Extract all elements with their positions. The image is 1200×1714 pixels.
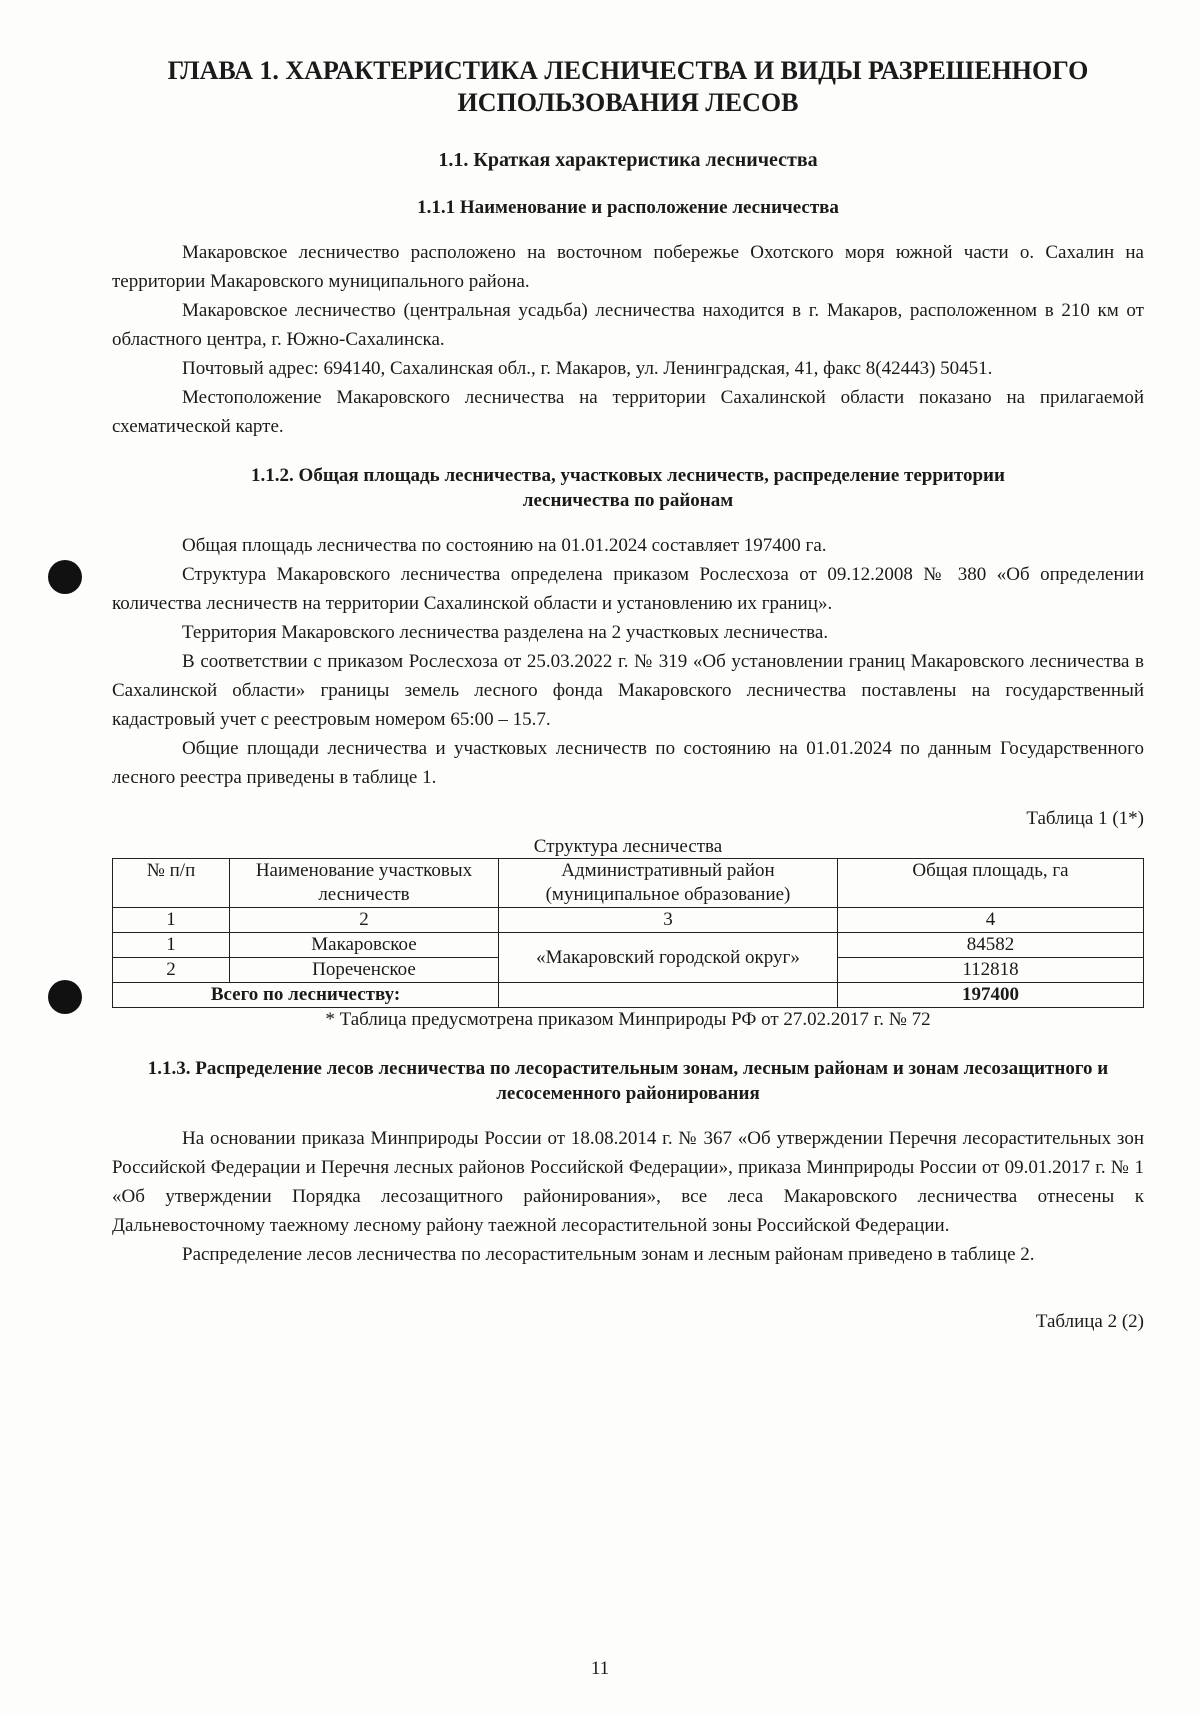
table-row [113, 933, 1144, 958]
header-name: Наименование участковых лесничеств [230, 859, 499, 908]
table-1-title: Структура лесничества [533, 836, 723, 857]
row-district: «Макаровский городской округ» [499, 933, 838, 983]
row-name: Макаровское [230, 933, 499, 958]
total-label: Всего по лесничеству: [113, 983, 499, 1008]
page-number: 11 [590, 1658, 610, 1679]
colnum-cell: 2 [230, 908, 499, 933]
paragraph: Общая площадь лесничества по состоянию на 01.01.2024 составляет 197400 га. [182, 535, 827, 556]
section-title-1-1: 1.1. Краткая характеристика лесничества [438, 149, 818, 171]
paragraph: Почтовый адрес: 694140, Сахалинская обл., г. Макаров, ул. Ленинградская, 41, факс 8(42443) 50451. [182, 358, 993, 379]
paragraph: Местоположение Макаровского лесничества на территории Сахалинской области показано на прилагаемой схематической карте. [112, 387, 1144, 437]
colnum-cell: 4 [838, 908, 1144, 933]
section-title-1-1-3: 1.1.3. Распределение лесов лесничества по лесорастительным зонам, лесным районам и зонам лесозащитного и лесосеменного районирования [147, 1058, 1109, 1104]
punch-hole-bottom [48, 980, 82, 1014]
row-num: 1 [113, 933, 230, 958]
section-title-1-1-1: 1.1.1 Наименование и расположение лесничества [417, 197, 839, 218]
table-2-caption: Таблица 2 (2) [1035, 1311, 1144, 1332]
paragraph: Общие площади лесничества и участковых лесничеств по состоянию на 01.01.2024 по данным Государственного лесного реестра приведены в таблице 1. [112, 738, 1144, 788]
paragraph: Макаровское лесничество расположено на восточном побережье Охотского моря южной части о. Сахалин на территории Макаровского муниципального района. [112, 242, 1144, 292]
header-district: Административный район (муниципальное образование) [499, 859, 838, 908]
table-note: * Таблица предусмотрена приказом Минприроды РФ от 27.02.2017 г. № 72 [325, 1009, 931, 1030]
table-colnum-row [113, 908, 1144, 933]
paragraph: Макаровское лесничество (центральная усадьба) лесничества находится в г. Макаров, расположенном в 210 км от областного центра, г. Южно-Сахалинска. [112, 300, 1144, 350]
row-name: Пореченское [230, 958, 499, 983]
header-area: Общая площадь, га [838, 859, 1144, 908]
document-page [112, 55, 1144, 1335]
paragraph: Территория Макаровского лесничества разделена на 2 участковых лесничества. [182, 622, 829, 643]
table-total-row [113, 983, 1144, 1008]
row-area: 84582 [838, 933, 1144, 958]
total-area: 197400 [838, 983, 1144, 1008]
row-area: 112818 [838, 958, 1144, 983]
paragraph: В соответствии с приказом Рослесхоза от 25.03.2022 г. № 319 «Об установлении границ Макаровского лесничества в Сахалинской области» границы земель лесного фонда Макаровского лесничества поставлены на государственный кадастровый учет с реестровым номером 65:00 – 15.7. [112, 651, 1144, 730]
total-empty [499, 983, 838, 1008]
colnum-cell: 3 [499, 908, 838, 933]
paragraph: Структура Макаровского лесничества определена приказом Рослесхоза от 09.12.2008 № 380 «Об определении количества лесничеств на территории Сахалинской области и установлению их границ». [112, 564, 1144, 614]
colnum-cell: 1 [113, 908, 230, 933]
header-num: № п/п [113, 859, 230, 908]
row-num: 2 [113, 958, 230, 983]
paragraph: На основании приказа Минприроды России от 18.08.2014 г. № 367 «Об утверждении Перечня лесорастительных зон Российской Федерации и Перечня лесных районов Российской Федерации», приказа Минприроды России от 09.01.2017 г. № 1 «Об утверждении Порядка лесозащитного районирования», все леса Макаровского лесничества отнесены к Дальневосточному таежному лесному району таежной лесорастительной зоны Российской Федерации. [112, 1128, 1144, 1236]
table-header-row [113, 859, 1144, 908]
paragraph: Распределение лесов лесничества по лесорастительным зонам и лесным районам приведено в таблице 2. [182, 1244, 1035, 1265]
punch-hole-top [48, 560, 82, 594]
chapter-title: ГЛАВА 1. ХАРАКТЕРИСТИКА ЛЕСНИЧЕСТВА И ВИДЫ РАЗРЕШЕННОГО ИСПОЛЬЗОВАНИЯ ЛЕСОВ [167, 56, 1089, 117]
table-1-caption: Таблица 1 (1*) [1026, 808, 1144, 829]
structure-table [112, 858, 1144, 1008]
section-title-1-1-2: 1.1.2. Общая площадь лесничества, участковых лесничеств, распределение территории лесничества по районам [251, 465, 1005, 511]
